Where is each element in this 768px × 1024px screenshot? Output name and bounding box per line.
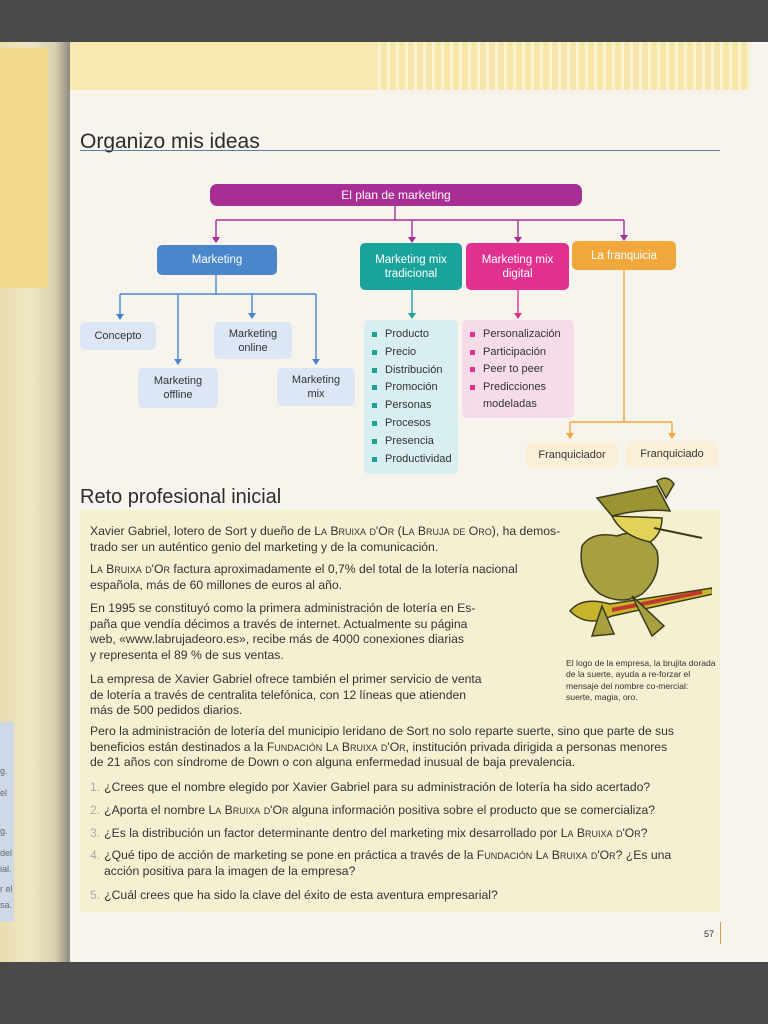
diagram-root-node: El plan de marketing — [210, 184, 582, 206]
franchise-connectors — [570, 270, 672, 434]
page-number-rule — [720, 922, 721, 944]
left-margin-text: g. — [0, 826, 8, 836]
list-item: Personalización — [470, 326, 566, 344]
list-item: Peer to peer — [470, 361, 566, 379]
list-item: Predicciones modeladas — [470, 379, 566, 414]
node-marketing: Marketing — [157, 245, 277, 275]
reto-paragraph-4: La empresa de Xavier Gabriel ofrece también el primer servicio de venta de lotería a través de centralita telefónica, con 12 líneas que atienden más de 500 pedidos diarios. — [90, 672, 482, 718]
list-item: Participación — [470, 344, 566, 362]
question-4: 4. ¿Qué tipo de acción de marketing se pone en práctica a través de la Fundación La Bruixa d'Or? ¿Es una acción positiva para la imagen de la empresa? — [90, 848, 672, 878]
node-franquicia: La franquicia — [572, 241, 676, 270]
left-margin-text: el — [0, 788, 8, 798]
left-margin-text: g. — [0, 766, 8, 776]
question-1: 1. ¿Crees que el nombre elegido por Xavier Gabriel para su administración de lotería ha sido acertado? — [90, 780, 651, 794]
section-heading: Organizo mis ideas — [80, 130, 260, 153]
node-franquiciador: Franquiciador — [526, 442, 618, 468]
node-marketing-offline: Marketing offline — [138, 368, 218, 408]
node-concepto: Concepto — [80, 322, 156, 350]
list-item: Producto — [372, 326, 450, 344]
question-3: 3. ¿Es la distribución un factor determinante dentro del marketing mix desarrollado por La Bruixa d'Or? — [90, 826, 648, 840]
left-margin-text: ial. — [0, 864, 12, 874]
list-item: Productividad — [372, 451, 450, 469]
question-5: 5. ¿Cuál crees que ha sido la clave del éxito de esta aventura empresarial? — [90, 888, 498, 902]
node-marketing-online: Marketing online — [214, 322, 292, 359]
reto-paragraph-1: Xavier Gabriel, lotero de Sort y dueño de La Bruixa d'Or (La Bruja de Oro), ha demos- trado ser un auténtico genio del marketing y de la comunicación. — [90, 524, 561, 554]
logo-caption: El logo de la empresa, la brujita dorada de la suerte, ayuda a re-forzar el mensaje del nombre co-mercial: suerte, magia, oro. — [566, 658, 716, 702]
node-franquiciado: Franquiciado — [626, 441, 718, 467]
list-item: Distribución — [372, 362, 450, 380]
book-page — [0, 42, 768, 962]
list-item: Promoción — [372, 379, 450, 397]
mix-tradicional-list — [364, 320, 458, 474]
question-2: 2. ¿Aporta el nombre La Bruixa d'Or alguna información positiva sobre el producto que se comercializa? — [90, 803, 656, 817]
root-connectors — [216, 205, 624, 238]
list-item: Personas — [372, 397, 450, 415]
witch-logo-illustration — [562, 476, 712, 656]
reto-title: Reto profesional inicial — [80, 486, 282, 508]
left-margin-text: del — [0, 848, 13, 858]
list-item: Presencia — [372, 433, 450, 451]
list-item: Procesos — [372, 415, 450, 433]
reto-paragraph-5: Pero la administración de lotería del municipio leridano de Sort no solo reparte suerte, sino que parte de sus beneficios están destinados a la Fundación La Bruixa d'Or, institución privada dirigida a personas menores de 21 años con síndrome de Down o con alguna enfermedad inusual de baja prevalencia. — [90, 724, 674, 770]
left-margin-text: r el — [0, 884, 13, 894]
node-marketing-mix: Marketing mix — [277, 368, 355, 406]
reto-paragraph-2: La Bruixa d'Or factura aproximadamente el 0,7% del total de la lotería nacional española, más de 60 millones de euros al año. — [90, 562, 518, 592]
reto-paragraph-3: En 1995 se constituyó como la primera administración de lotería en Es- paña que vendía décimos a través de internet. Actualmente su página web, «www.labrujadeoro.es», recibe más de 4000 conexiones diarias y representa el 89 % de sus ventas. — [90, 601, 476, 662]
node-mix-tradicional: Marketing mix tradicional — [360, 243, 462, 290]
left-margin-text: sa. — [0, 900, 13, 910]
page-number: 57 — [704, 929, 715, 939]
list-item: Precio — [372, 344, 450, 362]
node-mix-digital: Marketing mix digital — [466, 243, 569, 290]
mix-digital-list — [462, 320, 574, 418]
